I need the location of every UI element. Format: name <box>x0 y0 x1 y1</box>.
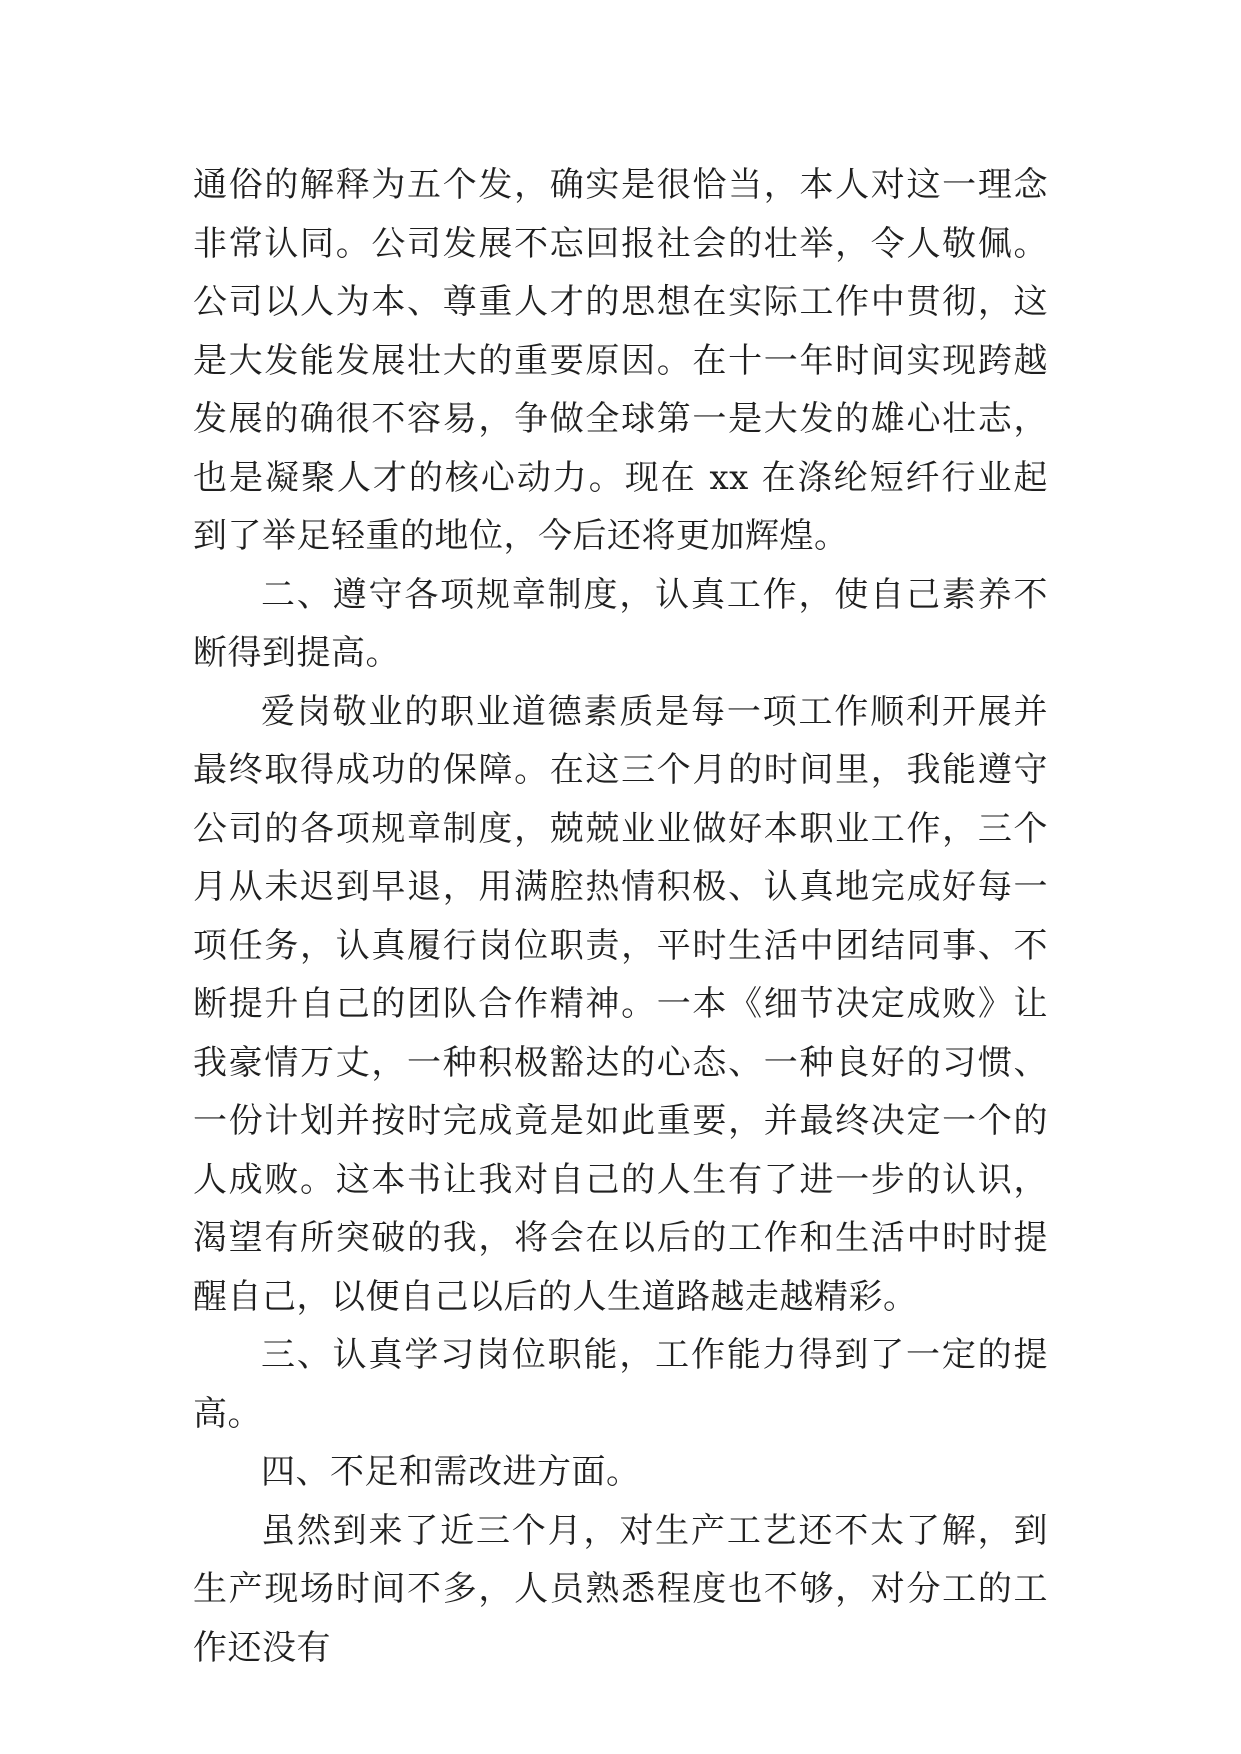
paragraph-section-three-heading: 三、认真学习岗位职能，工作能力得到了一定的提高。 <box>193 1335 1048 1434</box>
paragraph-section-two-heading: 二、遵守各项规章制度，认真工作，使自己素养不断得到提高。 <box>193 574 1048 673</box>
paragraph-company-philosophy: 通俗的解释为五个发，确实是很恰当，本人对这一理念非常认同。公司发展不忘回报社会的壮举，令人敬佩。公司以人为本、尊重人才的思想在实际工作中贯彻，这是大发能发展壮大的重要原因。在十一年时间实现跨越发展的确很不容易，争做全球第一是大发的雄心壮志，也是凝聚人才的核心动力。现在 xx 在涤纶短纤行业起到了举足轻重的地位，今后还将更加辉煌。 <box>193 165 1048 556</box>
paragraph-section-four-heading: 四、不足和需改进方面。 <box>261 1452 641 1492</box>
paragraph-shortcomings: 虽然到来了近三个月，对生产工艺还不太了解，到生产现场时间不多，人员熟悉程度也不够，对分工的工作还没有 <box>193 1510 1048 1668</box>
paragraph-work-ethic: 爱岗敬业的职业道德素质是每一项工作顺利开展并最终取得成功的保障。在这三个月的时间里，我能遵守公司的各项规章制度，兢兢业业做好本职业工作，三个月从未迟到早退，用满腔热情积极、认真地完成好每一项任务，认真履行岗位职责，平时生活中团结同事、不断提升自己的团队合作精神。一本《细节决定成败》让我豪情万丈，一种积极豁达的心态、一种良好的习惯、一份计划并按时完成竟是如此重要，并最终决定一个的人成败。这本书让我对自己的人生有了进一步的认识，渴望有所突破的我，将会在以后的工作和生活中时时提醒自己，以便自己以后的人生道路越走越精彩。 <box>193 691 1048 1317</box>
document-body <box>193 156 1048 1677</box>
